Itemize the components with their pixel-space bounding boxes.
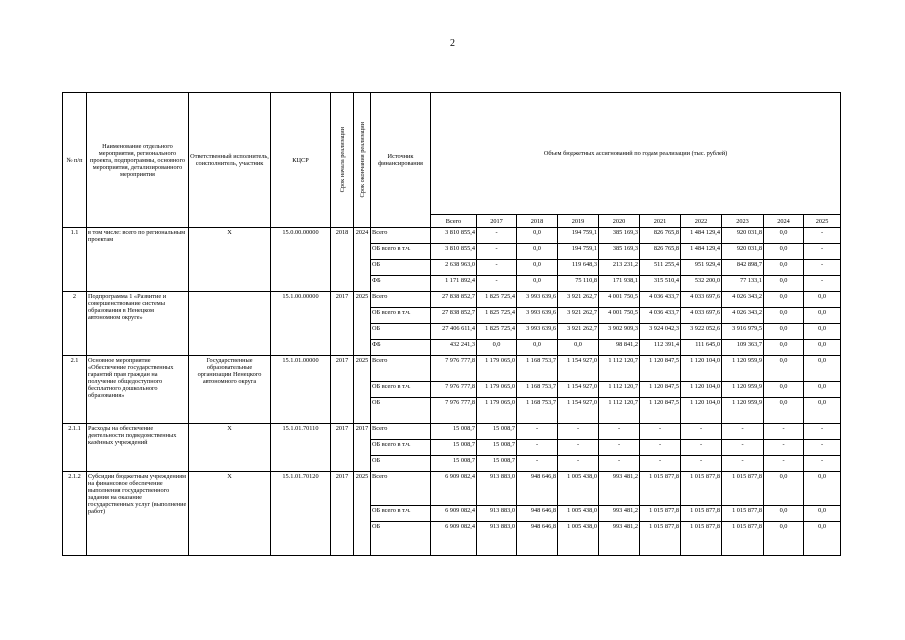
header-year: 2024 <box>764 215 804 228</box>
row-value: - <box>477 244 517 260</box>
row-value: 1 005 438,0 <box>558 472 599 506</box>
row-value: - <box>477 276 517 292</box>
header-year: 2023 <box>722 215 764 228</box>
row-value: 0,0 <box>517 260 558 276</box>
header-num: № п/п <box>63 93 87 228</box>
row-value: 0,0 <box>764 472 804 506</box>
row-value: 1 120 104,0 <box>681 382 722 398</box>
row-value: 4 033 697,6 <box>681 308 722 324</box>
row-value: - <box>681 456 722 472</box>
row-value: 3 916 979,5 <box>722 324 764 340</box>
row-value: 0,0 <box>764 260 804 276</box>
row-num: 2.1.2 <box>63 472 87 556</box>
row-value: 3 921 262,7 <box>558 292 599 308</box>
row-value: - <box>599 424 640 440</box>
row-value: 1 825 725,4 <box>477 308 517 324</box>
row-value: 1 154 927,0 <box>558 356 599 382</box>
row-value: 75 110,8 <box>558 276 599 292</box>
row-value: 1 015 877,8 <box>640 522 681 556</box>
row-value: - <box>517 424 558 440</box>
row-value: 7 976 777,8 <box>431 382 477 398</box>
budget-table <box>62 92 841 556</box>
row-value: 0,0 <box>804 340 841 356</box>
row-value: 77 133,1 <box>722 276 764 292</box>
row-value: 0,0 <box>764 382 804 398</box>
row-value: 913 883,0 <box>477 506 517 522</box>
row-value: - <box>599 440 640 456</box>
row-source: ОБ всего в т.ч. <box>371 382 431 398</box>
row-start: 2017 <box>331 424 354 472</box>
row-value: 1 015 877,8 <box>722 472 764 506</box>
row-value: 1 168 753,7 <box>517 398 558 424</box>
row-value: 0,0 <box>804 308 841 324</box>
row-value: 1 112 120,7 <box>599 382 640 398</box>
row-name: в том числе: всего по региональным проектам <box>87 228 189 292</box>
row-name: Расходы на обеспечение деятельности подведомственных казённых учреждений <box>87 424 189 472</box>
row-value: 0,0 <box>764 276 804 292</box>
row-value: 511 255,4 <box>640 260 681 276</box>
row-source: Всего <box>371 424 431 440</box>
row-value: 913 883,0 <box>477 522 517 556</box>
row-start: 2017 <box>331 292 354 356</box>
row-kcsr: 15.1.00.00000 <box>271 292 331 356</box>
row-value: 0,0 <box>764 398 804 424</box>
row-value: 0,0 <box>764 356 804 382</box>
row-value: 0,0 <box>804 522 841 556</box>
header-year: 2025 <box>804 215 841 228</box>
row-value: 1 005 438,0 <box>558 506 599 522</box>
row-value: 1 015 877,8 <box>640 506 681 522</box>
row-value: 1 120 959,9 <box>722 356 764 382</box>
row-value: - <box>681 424 722 440</box>
row-value: 1 484 129,4 <box>681 228 722 244</box>
row-value: 213 231,2 <box>599 260 640 276</box>
row-value: 0,0 <box>764 340 804 356</box>
row-value: 4 001 750,5 <box>599 292 640 308</box>
row-value: 119 648,3 <box>558 260 599 276</box>
row-value: - <box>517 440 558 456</box>
row-value: - <box>599 456 640 472</box>
table-row <box>63 228 841 244</box>
row-source: ОБ <box>371 398 431 424</box>
row-value: 1 825 725,4 <box>477 324 517 340</box>
row-value: - <box>764 456 804 472</box>
row-value: 432 241,3 <box>431 340 477 356</box>
row-value: - <box>804 244 841 260</box>
row-value: - <box>558 424 599 440</box>
row-value: 920 031,8 <box>722 228 764 244</box>
row-value: 1 168 753,7 <box>517 356 558 382</box>
row-value: 27 838 852,7 <box>431 308 477 324</box>
row-value: - <box>722 440 764 456</box>
row-start: 2017 <box>331 472 354 556</box>
row-value: 6 909 082,4 <box>431 506 477 522</box>
row-num: 2.1.1 <box>63 424 87 472</box>
row-value: 15 008,7 <box>477 440 517 456</box>
row-value: 3 924 042,3 <box>640 324 681 340</box>
row-value: 920 031,8 <box>722 244 764 260</box>
row-value: 0,0 <box>804 292 841 308</box>
header-start <box>331 93 354 228</box>
row-value: 0,0 <box>517 276 558 292</box>
row-value: - <box>640 440 681 456</box>
row-executor: Государственные образовательные организации Ненецкого автономного округа <box>189 356 271 424</box>
row-value: 951 929,4 <box>681 260 722 276</box>
row-value: 532 200,0 <box>681 276 722 292</box>
table-row <box>63 292 841 308</box>
row-value: - <box>804 440 841 456</box>
page-number: 2 <box>450 38 455 49</box>
table-row <box>63 424 841 440</box>
row-value: 27 838 852,7 <box>431 292 477 308</box>
row-value: - <box>804 456 841 472</box>
row-value: 1 179 065,0 <box>477 398 517 424</box>
row-value: - <box>640 456 681 472</box>
row-value: 0,0 <box>764 292 804 308</box>
row-source: Всего <box>371 292 431 308</box>
row-source: ОБ <box>371 324 431 340</box>
header-year: 2017 <box>477 215 517 228</box>
header-year: 2018 <box>517 215 558 228</box>
row-value: 1 112 120,7 <box>599 398 640 424</box>
row-value: 385 169,3 <box>599 244 640 260</box>
row-value: 0,0 <box>517 340 558 356</box>
row-value: 15 008,7 <box>477 456 517 472</box>
row-value: 1 120 959,9 <box>722 382 764 398</box>
row-source: ФБ <box>371 276 431 292</box>
row-value: 1 825 725,4 <box>477 292 517 308</box>
row-value: - <box>640 424 681 440</box>
row-value: 1 120 104,0 <box>681 398 722 424</box>
table-row <box>63 472 841 506</box>
row-num: 2 <box>63 292 87 356</box>
row-end: 2017 <box>354 424 371 472</box>
row-value: 0,0 <box>517 228 558 244</box>
row-kcsr: 15.0.00.00000 <box>271 228 331 292</box>
row-value: 0,0 <box>764 506 804 522</box>
header-kcsr: КЦСР <box>271 93 331 228</box>
row-source: ОБ <box>371 522 431 556</box>
header-executor: Ответственный исполнитель, соисполнитель, участник <box>189 93 271 228</box>
row-end: 2025 <box>354 356 371 424</box>
row-executor <box>189 292 271 356</box>
row-value: 4 036 433,7 <box>640 308 681 324</box>
row-executor: X <box>189 472 271 556</box>
row-value: 0,0 <box>804 324 841 340</box>
row-value: 15 008,7 <box>431 440 477 456</box>
row-value: 826 765,8 <box>640 228 681 244</box>
row-value: 315 510,4 <box>640 276 681 292</box>
row-value: 4 026 343,2 <box>722 292 764 308</box>
header-volume: Объем бюджетных ассигнований по годам реализации (тыс. рублей) <box>431 93 841 215</box>
row-value: 993 481,2 <box>599 522 640 556</box>
row-value: 1 015 877,8 <box>722 506 764 522</box>
table-row <box>63 356 841 382</box>
row-value: 1 120 959,9 <box>722 398 764 424</box>
row-value: 1 120 847,5 <box>640 356 681 382</box>
row-source: ОБ всего в т.ч. <box>371 440 431 456</box>
row-value: - <box>558 440 599 456</box>
row-value: 1 015 877,8 <box>681 522 722 556</box>
header-year: 2019 <box>558 215 599 228</box>
row-value: 3 902 909,3 <box>599 324 640 340</box>
row-value: 0,0 <box>804 382 841 398</box>
row-value: 1 120 104,0 <box>681 356 722 382</box>
table-body <box>63 228 841 556</box>
row-value: 6 909 082,4 <box>431 472 477 506</box>
row-value: 27 406 611,4 <box>431 324 477 340</box>
row-value: 913 883,0 <box>477 472 517 506</box>
row-end: 2024 <box>354 228 371 292</box>
row-value: 0,0 <box>764 308 804 324</box>
row-value: 948 646,8 <box>517 506 558 522</box>
row-value: 3 810 855,4 <box>431 244 477 260</box>
row-value: 3 993 639,6 <box>517 308 558 324</box>
row-value: 4 033 697,6 <box>681 292 722 308</box>
row-value: - <box>722 424 764 440</box>
row-value: 1 484 129,4 <box>681 244 722 260</box>
row-name: Субсидии бюджетным учреждениям на финансовое обеспечение выполнения государственного задания на оказание государственных услуг (выполнение работ) <box>87 472 189 556</box>
row-value: 0,0 <box>477 340 517 356</box>
row-value: 1 120 847,5 <box>640 398 681 424</box>
header-end-text: Срок окончания реализации <box>358 122 366 198</box>
row-value: 385 169,3 <box>599 228 640 244</box>
row-value: 1 154 927,0 <box>558 398 599 424</box>
row-value: 0,0 <box>804 506 841 522</box>
row-source: Всего <box>371 472 431 506</box>
row-value: 1 179 065,0 <box>477 356 517 382</box>
header-end <box>354 93 371 228</box>
header-name: Наименование отдельного мероприятия, регионального проекта, подпрограммы, основного мероприятия, детализированного мероприятия <box>87 93 189 228</box>
row-value: - <box>804 228 841 244</box>
row-num: 2.1 <box>63 356 87 424</box>
header-year: 2022 <box>681 215 722 228</box>
row-value: - <box>804 424 841 440</box>
row-value: 993 481,2 <box>599 506 640 522</box>
row-value: 4 026 343,2 <box>722 308 764 324</box>
row-value: 194 759,1 <box>558 228 599 244</box>
row-value: 0,0 <box>764 324 804 340</box>
row-value: - <box>517 456 558 472</box>
row-executor: X <box>189 424 271 472</box>
row-value: 0,0 <box>804 398 841 424</box>
header-source: Источник финансирования <box>371 93 431 228</box>
row-value: 194 759,1 <box>558 244 599 260</box>
row-value: 4 036 433,7 <box>640 292 681 308</box>
row-name: Основное мероприятие «Обеспечение государственных гарантий прав граждан на получение общедоступного бесплатного дошкольного образования» <box>87 356 189 424</box>
row-value: 6 909 082,4 <box>431 522 477 556</box>
header-year: Всего <box>431 215 477 228</box>
row-value: 1 015 877,8 <box>722 522 764 556</box>
row-value: 2 638 963,0 <box>431 260 477 276</box>
row-value: 826 765,8 <box>640 244 681 260</box>
row-num: 1.1 <box>63 228 87 292</box>
row-value: 0,0 <box>517 244 558 260</box>
row-value: - <box>722 456 764 472</box>
row-value: 1 179 065,0 <box>477 382 517 398</box>
row-value: 1 112 120,7 <box>599 356 640 382</box>
row-start: 2017 <box>331 356 354 424</box>
row-value: - <box>764 424 804 440</box>
row-value: 3 993 639,6 <box>517 292 558 308</box>
row-value: - <box>477 260 517 276</box>
row-source: ФБ <box>371 340 431 356</box>
row-value: 3 921 262,7 <box>558 308 599 324</box>
row-value: 0,0 <box>764 244 804 260</box>
row-value: 15 008,7 <box>477 424 517 440</box>
row-kcsr: 15.1.01.70120 <box>271 472 331 556</box>
row-source: ОБ <box>371 456 431 472</box>
row-value: - <box>764 440 804 456</box>
row-start: 2018 <box>331 228 354 292</box>
row-end: 2025 <box>354 472 371 556</box>
row-value: - <box>681 440 722 456</box>
row-value: 948 646,8 <box>517 472 558 506</box>
row-value: 109 363,7 <box>722 340 764 356</box>
row-value: 1 154 927,0 <box>558 382 599 398</box>
row-value: 0,0 <box>804 472 841 506</box>
row-value: 1 015 877,8 <box>681 506 722 522</box>
row-source: Всего <box>371 356 431 382</box>
row-value: 3 922 052,6 <box>681 324 722 340</box>
row-value: 1 168 753,7 <box>517 382 558 398</box>
row-source: ОБ всего в т.ч. <box>371 244 431 260</box>
row-source: ОБ <box>371 260 431 276</box>
row-executor: X <box>189 228 271 292</box>
row-value: 948 646,8 <box>517 522 558 556</box>
header-start-text: Срок начала реализации <box>338 127 346 193</box>
row-end: 2025 <box>354 292 371 356</box>
row-value: 3 993 639,6 <box>517 324 558 340</box>
row-value: 98 841,2 <box>599 340 640 356</box>
row-value: - <box>804 276 841 292</box>
row-value: 1 015 877,8 <box>640 472 681 506</box>
row-source: ОБ всего в т.ч. <box>371 506 431 522</box>
row-value: 842 898,7 <box>722 260 764 276</box>
row-value: 1 120 847,5 <box>640 382 681 398</box>
row-kcsr: 15.1.01.00000 <box>271 356 331 424</box>
row-value: 112 391,4 <box>640 340 681 356</box>
row-value: 1 005 438,0 <box>558 522 599 556</box>
row-source: Всего <box>371 228 431 244</box>
row-value: 1 171 892,4 <box>431 276 477 292</box>
row-name: Подпрограмма 1 «Развитие и совершенствование системы образования в Ненецком автономном округе» <box>87 292 189 356</box>
row-source: ОБ всего в т.ч. <box>371 308 431 324</box>
row-value: 0,0 <box>804 356 841 382</box>
row-value: 993 481,2 <box>599 472 640 506</box>
row-value: 171 938,1 <box>599 276 640 292</box>
row-kcsr: 15.1.01.70110 <box>271 424 331 472</box>
header-year: 2021 <box>640 215 681 228</box>
row-value: 3 921 262,7 <box>558 324 599 340</box>
row-value: 0,0 <box>764 522 804 556</box>
row-value: 15 008,7 <box>431 424 477 440</box>
row-value: 1 015 877,8 <box>681 472 722 506</box>
row-value: 15 008,7 <box>431 456 477 472</box>
row-value: 7 976 777,8 <box>431 356 477 382</box>
row-value: 7 976 777,8 <box>431 398 477 424</box>
row-value: - <box>558 456 599 472</box>
header-year: 2020 <box>599 215 640 228</box>
row-value: 4 001 750,5 <box>599 308 640 324</box>
row-value: 3 810 855,4 <box>431 228 477 244</box>
row-value: - <box>477 228 517 244</box>
row-value: 0,0 <box>558 340 599 356</box>
row-value: 111 645,0 <box>681 340 722 356</box>
row-value: - <box>804 260 841 276</box>
row-value: 0,0 <box>764 228 804 244</box>
